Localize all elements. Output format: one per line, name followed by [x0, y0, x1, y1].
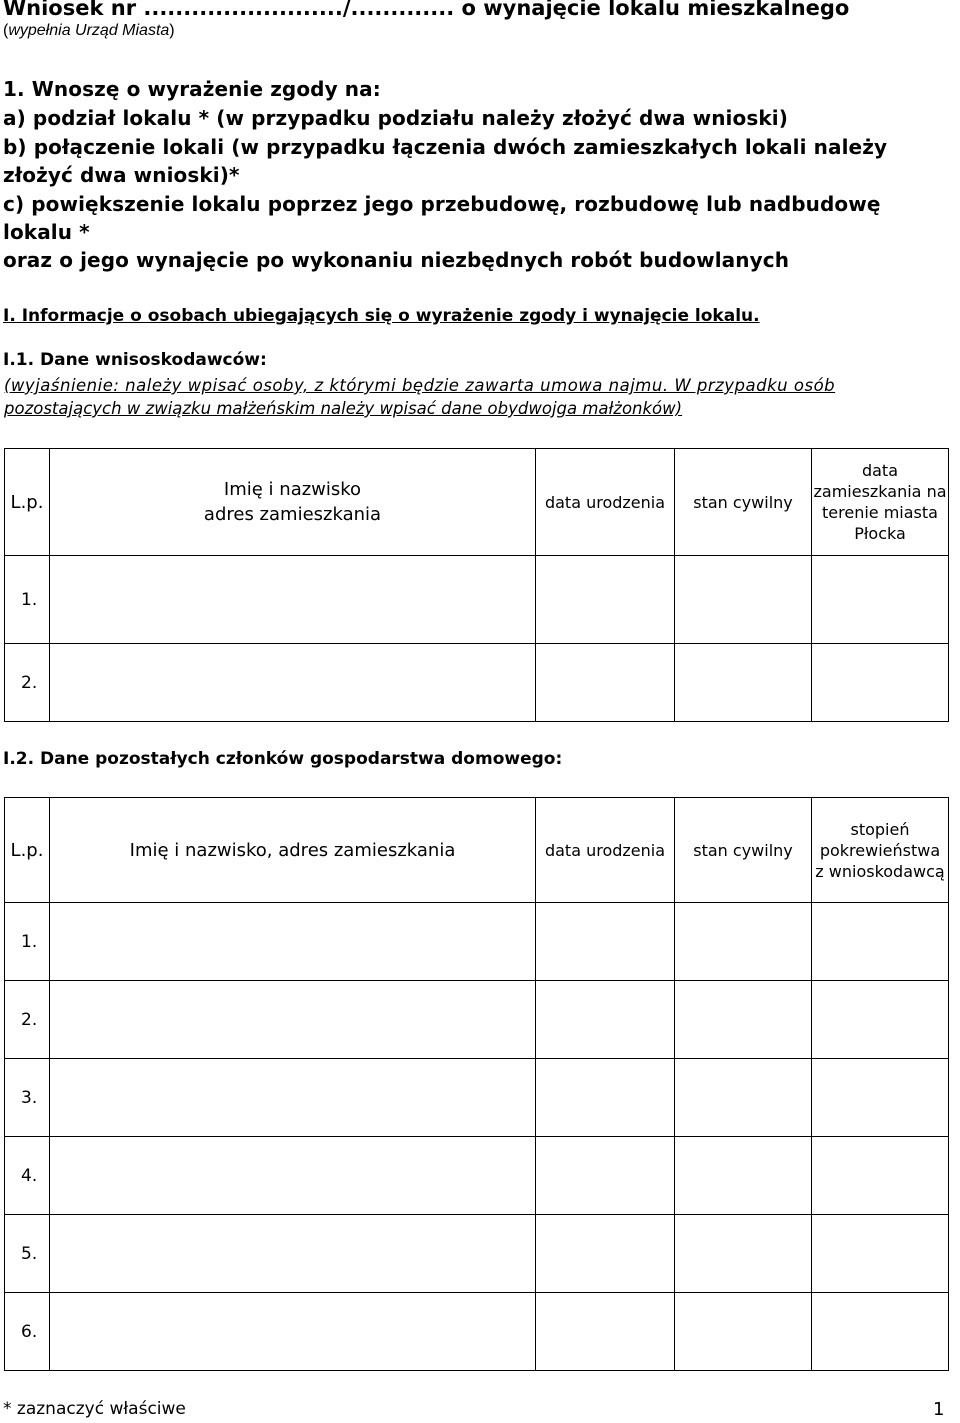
household-table — [4, 797, 949, 1371]
col-name-address: Imię i nazwisko adres zamieszkania — [50, 449, 536, 556]
row-number: 1. — [5, 556, 50, 644]
col-name-address: Imię i nazwisko, adres zamieszkania — [50, 798, 536, 903]
relationship-cell[interactable] — [812, 1137, 949, 1215]
col-civil-status: stan cywilny — [675, 798, 812, 903]
row-number: 4. — [5, 1137, 50, 1215]
subtitle-italic: wypełnia Urząd Miasta — [8, 22, 170, 39]
col-birth-date: data urodzenia — [536, 798, 675, 903]
form-subtitle: (wypełnia Urząd Miasta) — [3, 22, 175, 39]
civil-status-cell[interactable] — [675, 644, 812, 722]
name-address-cell[interactable] — [50, 1137, 536, 1215]
name-address-cell[interactable] — [50, 556, 536, 644]
civil-status-cell[interactable] — [675, 1293, 812, 1371]
civil-status-cell[interactable] — [675, 903, 812, 981]
request-line-5: c) powiększenie lokalu poprzez jego przebudowę, rozbudowę lub nadbudowę — [3, 192, 881, 216]
row-number: 1. — [5, 903, 50, 981]
request-line-3: b) połączenie lokali (w przypadku łączenia dwóch zamieszkałych lokali należy — [3, 135, 888, 159]
applicants-table — [4, 448, 949, 722]
row-number: 2. — [5, 644, 50, 722]
request-line-7: oraz o jego wynajęcie po wykonaniu niezbędnych robót budowlanych — [3, 248, 790, 272]
explanation-line-2: pozostających w związku małżeńskim należy wpisać dane obydwojga małżonków) — [4, 399, 683, 418]
civil-status-cell[interactable] — [675, 1059, 812, 1137]
name-address-cell[interactable] — [50, 1293, 536, 1371]
relationship-cell[interactable] — [812, 1059, 949, 1137]
relationship-cell[interactable] — [812, 981, 949, 1059]
col-relationship: stopień pokrewieństwa z wnioskodawcą — [812, 798, 949, 903]
section-1-2-heading: I.2. Dane pozostałych członków gospodarstwa domowego: — [3, 749, 563, 769]
applicants-header-row — [5, 449, 949, 556]
relationship-cell[interactable] — [812, 1293, 949, 1371]
col-residence-date: data zamieszkania na terenie miasta Płocka — [812, 449, 949, 556]
household-header-row — [5, 798, 949, 903]
table-row — [5, 644, 949, 722]
table-row — [5, 1059, 949, 1137]
row-number: 5. — [5, 1215, 50, 1293]
footnote: * zaznaczyć właściwe — [3, 1399, 186, 1419]
birth-date-cell[interactable] — [536, 903, 675, 981]
birth-date-cell[interactable] — [536, 1293, 675, 1371]
table-row — [5, 1215, 949, 1293]
residence-date-cell[interactable] — [812, 556, 949, 644]
col-lp: L.p. — [5, 449, 50, 556]
section-1-1-heading: I.1. Dane wnisoskodawców: — [3, 350, 267, 370]
name-address-cell[interactable] — [50, 903, 536, 981]
request-line-6: lokalu * — [3, 220, 90, 244]
relationship-cell[interactable] — [812, 1215, 949, 1293]
civil-status-cell[interactable] — [675, 556, 812, 644]
col-civil-status: stan cywilny — [675, 449, 812, 556]
birth-date-cell[interactable] — [536, 644, 675, 722]
birth-date-cell[interactable] — [536, 981, 675, 1059]
row-number: 2. — [5, 981, 50, 1059]
relationship-cell[interactable] — [812, 903, 949, 981]
name-address-cell[interactable] — [50, 1059, 536, 1137]
name-address-cell[interactable] — [50, 1215, 536, 1293]
civil-status-cell[interactable] — [675, 1215, 812, 1293]
residence-date-cell[interactable] — [812, 644, 949, 722]
row-number: 6. — [5, 1293, 50, 1371]
name-address-cell[interactable] — [50, 981, 536, 1059]
birth-date-cell[interactable] — [536, 556, 675, 644]
request-line-4: złożyć dwa wnioski)* — [3, 163, 240, 187]
name-address-cell[interactable] — [50, 644, 536, 722]
page-number: 1 — [933, 1399, 945, 1420]
birth-date-cell[interactable] — [536, 1137, 675, 1215]
explanation-line-1: (wyjaśnienie: należy wpisać osoby, z którymi będzie zawarta umowa najmu. W przypadku osób — [4, 376, 836, 395]
civil-status-cell[interactable] — [675, 981, 812, 1059]
birth-date-cell[interactable] — [536, 1059, 675, 1137]
civil-status-cell[interactable] — [675, 1137, 812, 1215]
request-line-1: 1. Wnoszę o wyrażenie zgody na: — [3, 77, 381, 101]
table-row — [5, 1293, 949, 1371]
table-row — [5, 903, 949, 981]
row-number: 3. — [5, 1059, 50, 1137]
table-row — [5, 981, 949, 1059]
table-row — [5, 1137, 949, 1215]
table-row — [5, 556, 949, 644]
form-title: Wniosek nr ........................./............. o wynajęcie lokalu mieszkalnego — [3, 0, 850, 20]
section-1-heading: I. Informacje o osobach ubiegających się o wyrażenie zgody i wynajęcie lokalu. — [3, 306, 760, 326]
birth-date-cell[interactable] — [536, 1215, 675, 1293]
col-birth-date: data urodzenia — [536, 449, 675, 556]
col-lp: L.p. — [5, 798, 50, 903]
request-line-2: a) podział lokalu * (w przypadku podziału należy złożyć dwa wnioski) — [3, 106, 788, 130]
